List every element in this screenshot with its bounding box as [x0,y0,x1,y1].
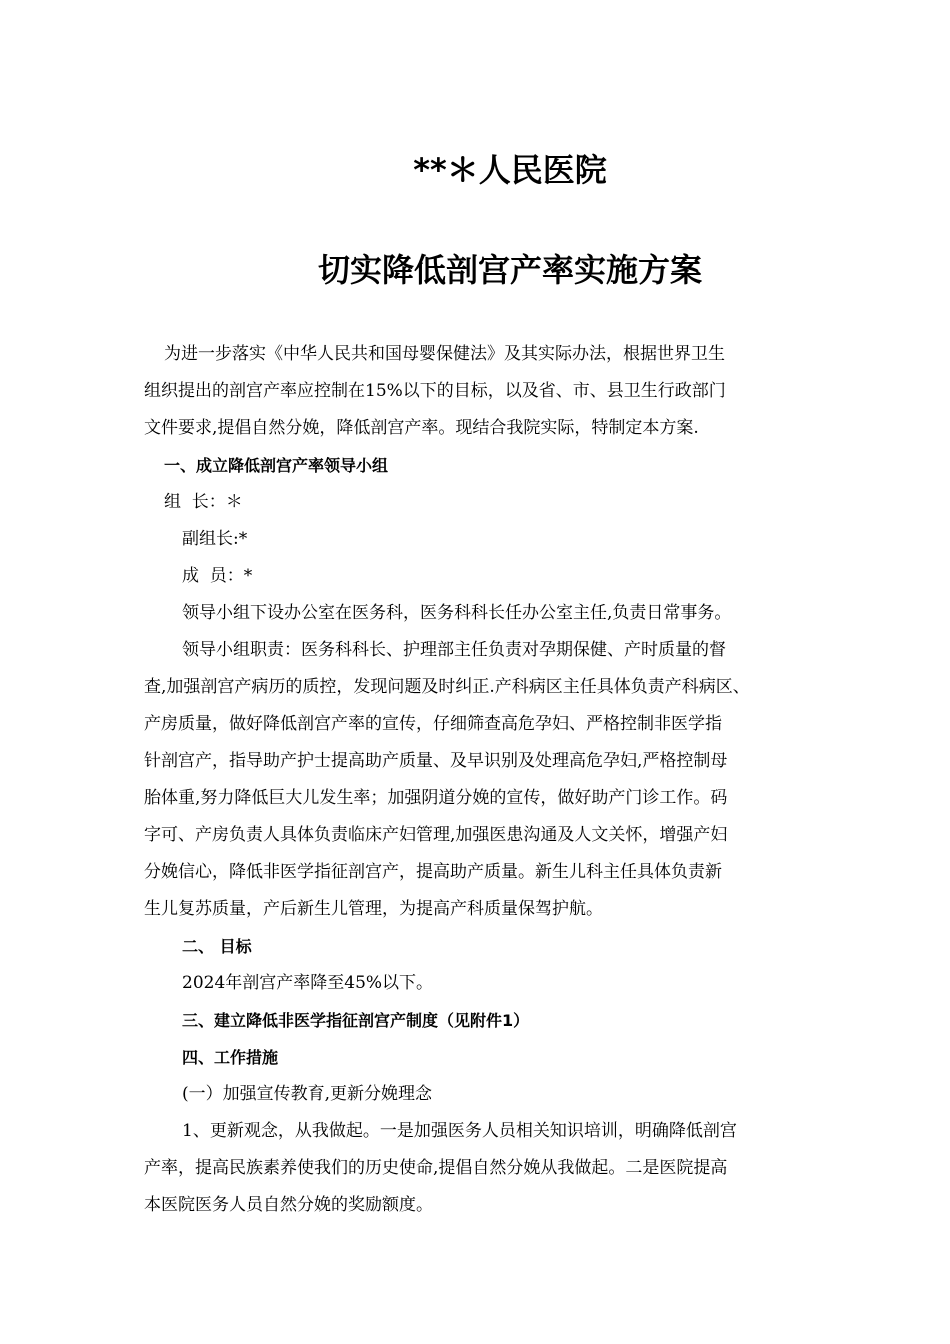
intro-line: 为进一步落实《中华人民共和国母婴保健法》及其实际办法，根据世界卫生 [164,344,725,364]
section-heading-3: 三、建立降低非医学指征剖宫产制度（见附件1） [182,1011,530,1030]
measure-line: 产率，提高民族素养使我们的历史使命,提倡自然分娩从我做起。二是医院提高 [144,1158,728,1178]
office-line: 领导小组下设办公室在医务科，医务科科长任办公室主任,负责日常事务。 [182,603,732,623]
duties-line: 产房质量，做好降低剖宫产率的宣传，仔细筛查高危孕妇、严格控制非医学指 [144,714,722,734]
members-line: 成 员：* [182,566,253,586]
section-heading-2: 二、 目标 [182,937,252,956]
intro-line: 文件要求,提倡自然分娩，降低剖宫产率。现结合我院实际，特制定本方案. [144,418,699,438]
target-line: 2024年剖宫产率降至45%以下。 [182,973,434,993]
measure-line: 1、更新观念，从我做起。一是加强医务人员相关知识培训，明确降低剖宫 [182,1121,737,1141]
duties-line: 针剖宫产，指导助产护士提高助产质量、及早识别及处理高危孕妇,严格控制母 [144,751,728,771]
plan-title: 切实降低剖宫产率实施方案 [317,251,702,289]
document-body [144,336,820,1224]
section-heading-1: 一、成立降低剖宫产率领导小组 [164,456,389,475]
duties-line: 胎体重,努力降低巨大儿发生率；加强阴道分娩的宣传，做好助产门诊工作。码 [144,788,728,808]
duties-line: 字可、产房负责人具体负责临床产妇管理,加强医患沟通及人文关怀，增强产妇 [144,825,728,845]
duties-line: 领导小组职责：医务科科长、护理部主任负责对孕期保健、产时质量的督 [182,640,726,660]
section-heading-4: 四、工作措施 [182,1048,279,1067]
measure-line: 本医院医务人员自然分娩的奖励额度。 [144,1195,433,1215]
duties-line: 分娩信心，降低非医学指征剖宫产，提高助产质量。新生儿科主任具体负责新 [144,862,722,882]
leader-line: 组 长：＊ [164,492,243,512]
subsection-heading: (一）加强宣传教育,更新分娩理念 [182,1084,433,1104]
duties-line: 生儿复苏质量，产后新生儿管理，为提高产科质量保驾护航。 [144,899,603,919]
deputy-line: 副组长:* [182,529,248,549]
intro-line: 组织提出的剖宫产率应控制在15%以下的目标，以及省、市、县卫生行政部门 [144,381,726,401]
hospital-title: **＊人民医院 [413,151,607,189]
duties-line: 查,加强剖宫产病历的质控，发现问题及时纠正.产科病区主任具体负责产科病区、 [144,677,750,697]
